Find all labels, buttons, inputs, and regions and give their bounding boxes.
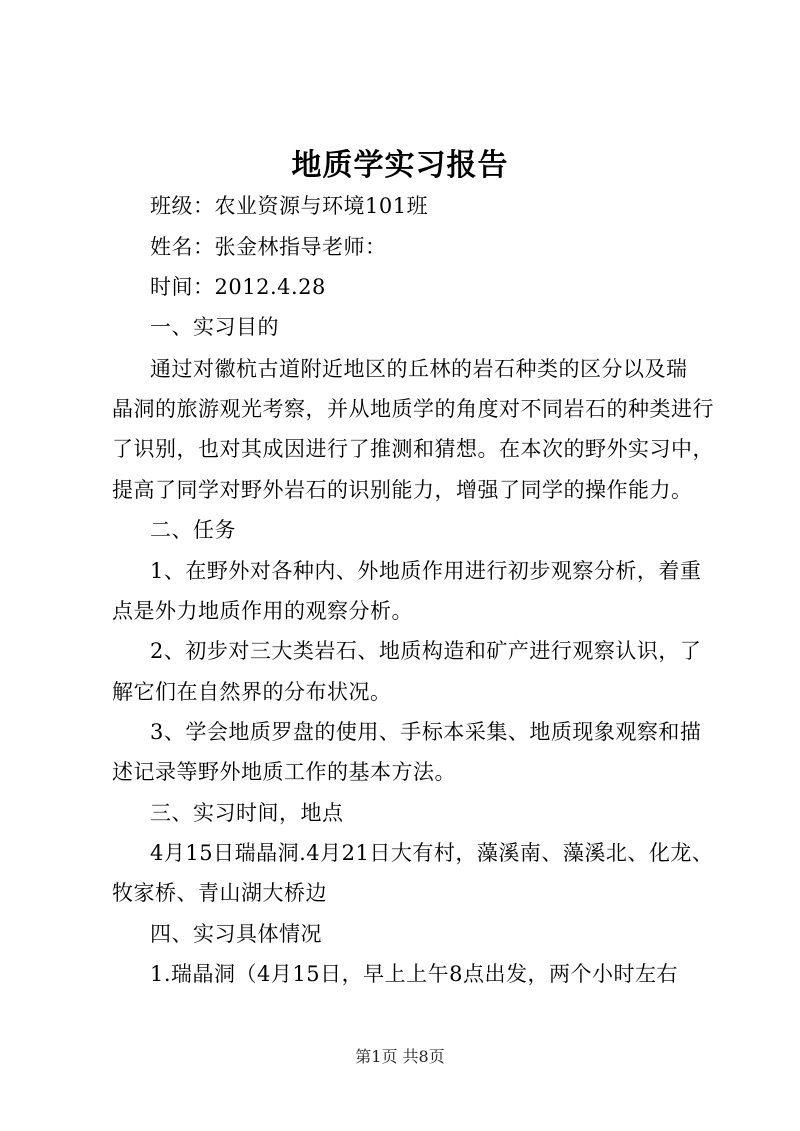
- time-line: 时间：2012.4.28: [150, 275, 326, 299]
- task1-line: 点是外力地质作用的观察分析。: [112, 599, 413, 623]
- section3-para-line: 牧家桥、青山湖大桥边: [112, 881, 327, 905]
- section3-para-line: 4月15日瑞晶洞.4月21日大有村，藻溪南、藻溪北、化龙、: [150, 841, 714, 865]
- page-footer: 第1页 共8页: [355, 1047, 445, 1066]
- name-line: 姓名：张金林指导老师：: [150, 235, 387, 259]
- class-line: 班级：农业资源与环境101班: [150, 194, 429, 218]
- section1-para-line: 晶洞的旅游观光考察，并从地质学的角度对不同岩石的种类进行: [112, 397, 714, 421]
- section4-item1: 1.瑞晶洞（4月15日，早上上午8点出发，两个小时左右: [150, 962, 678, 986]
- section3-heading: 三、实习时间，地点: [150, 801, 344, 825]
- task2-line: 解它们在自然界的分布状况。: [112, 680, 392, 704]
- task3-line: 述记录等野外地质工作的基本方法。: [112, 760, 456, 784]
- section1-para-line: 了识别，也对其成因进行了推测和猜想。在本次的野外实习中，: [112, 437, 714, 461]
- task2-line: 2、初步对三大类岩石、地质构造和矿产进行观察认识，了: [150, 639, 702, 663]
- document-title: 地质学实习报告: [291, 148, 509, 183]
- task1-line: 1、在野外对各种内、外地质作用进行初步观察分析，着重: [150, 559, 702, 583]
- section4-heading: 四、实习具体情况: [150, 922, 322, 946]
- section1-para-line: 通过对徽杭古道附近地区的丘林的岩石种类的区分以及瑞: [150, 357, 688, 381]
- section1-heading: 一、实习目的: [150, 315, 279, 339]
- task3-line: 3、学会地质罗盘的使用、手标本采集、地质现象观察和描: [150, 720, 702, 744]
- section2-heading: 二、任务: [150, 518, 236, 542]
- section1-para-line: 提高了同学对野外岩石的识别能力，增强了同学的操作能力。: [112, 478, 693, 502]
